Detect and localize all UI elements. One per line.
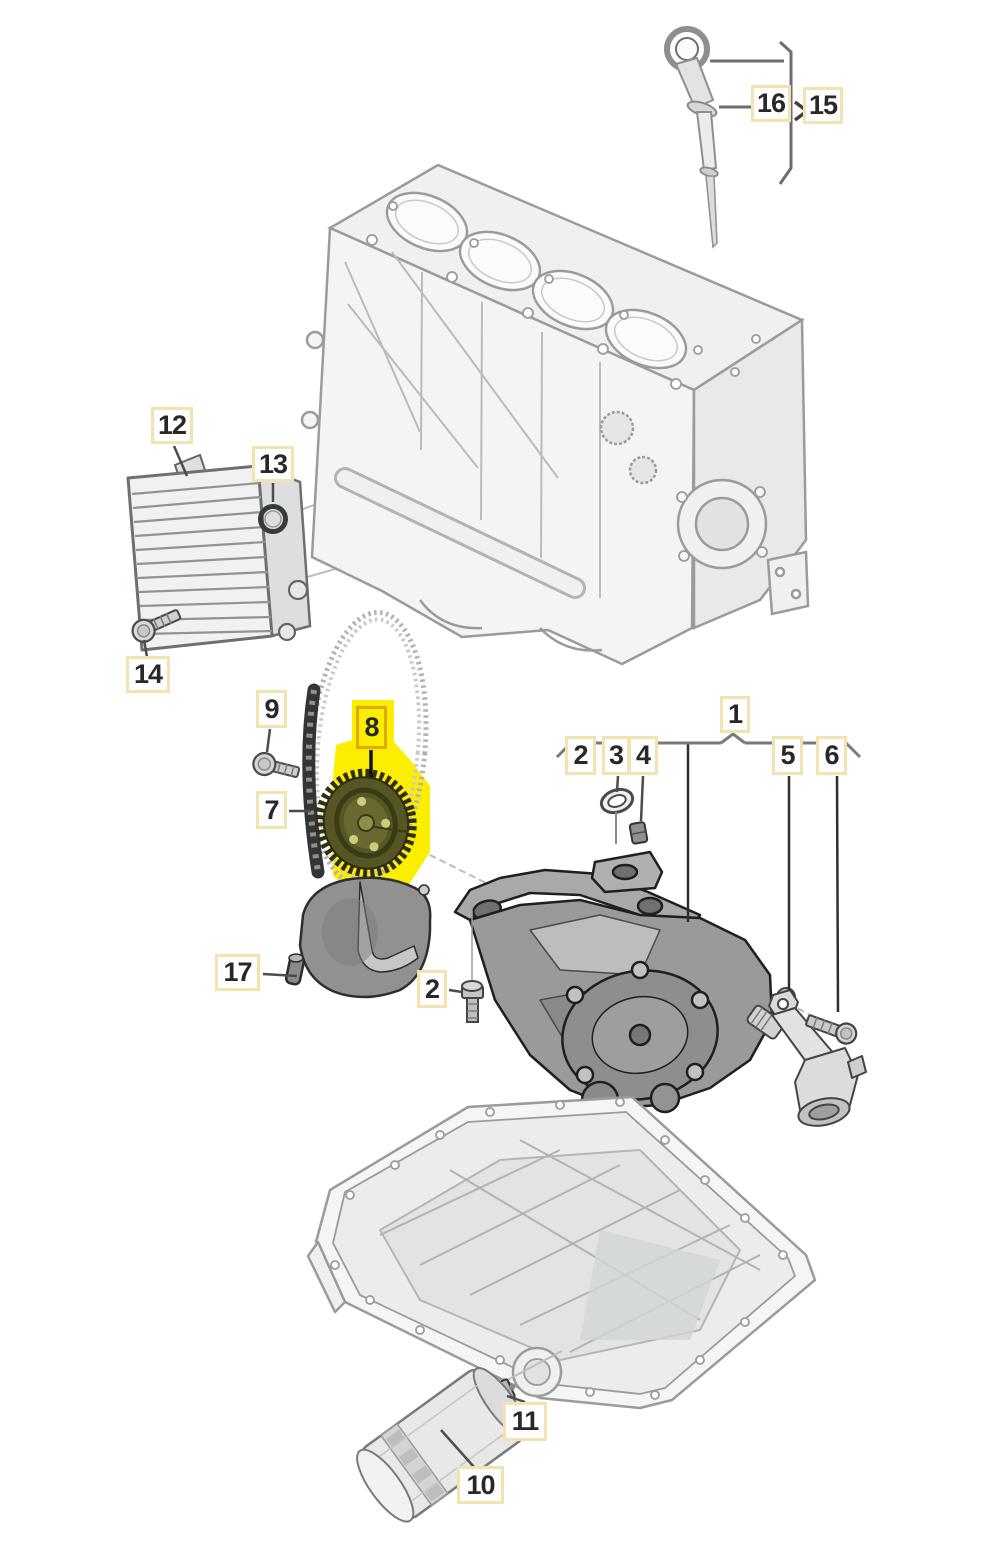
callout-6[interactable]: 6 bbox=[816, 736, 847, 775]
oil-pan bbox=[308, 1097, 815, 1413]
callout-5[interactable]: 5 bbox=[772, 736, 803, 775]
callout-9[interactable]: 9 bbox=[256, 690, 287, 728]
oil-pump-assembly bbox=[455, 852, 772, 1118]
callout-13[interactable]: 13 bbox=[252, 446, 294, 482]
callout-4[interactable]: 4 bbox=[628, 736, 658, 775]
callout-15[interactable]: 15 bbox=[803, 87, 843, 124]
callout-2[interactable]: 2 bbox=[565, 736, 596, 775]
callout-3[interactable]: 3 bbox=[602, 736, 630, 775]
callout-16[interactable]: 16 bbox=[751, 85, 791, 122]
callout-7[interactable]: 7 bbox=[256, 791, 287, 829]
chain-guide-bolt bbox=[251, 751, 301, 783]
engine-block bbox=[302, 165, 808, 664]
callout-12[interactable]: 12 bbox=[151, 407, 193, 444]
callout-11[interactable]: 11 bbox=[503, 1402, 547, 1441]
callout-14[interactable]: 14 bbox=[126, 656, 170, 693]
callout-1[interactable]: 1 bbox=[720, 696, 750, 733]
chain-cover bbox=[285, 878, 430, 997]
callout-8[interactable]: 8 bbox=[356, 706, 387, 749]
callout-17[interactable]: 17 bbox=[215, 954, 260, 991]
callout-2b[interactable]: 2 bbox=[417, 970, 447, 1008]
callout-10[interactable]: 10 bbox=[457, 1466, 504, 1504]
plug-item-4 bbox=[629, 822, 647, 844]
oil-pickup-tube bbox=[746, 988, 866, 1130]
chain-guide-rail bbox=[309, 690, 318, 872]
